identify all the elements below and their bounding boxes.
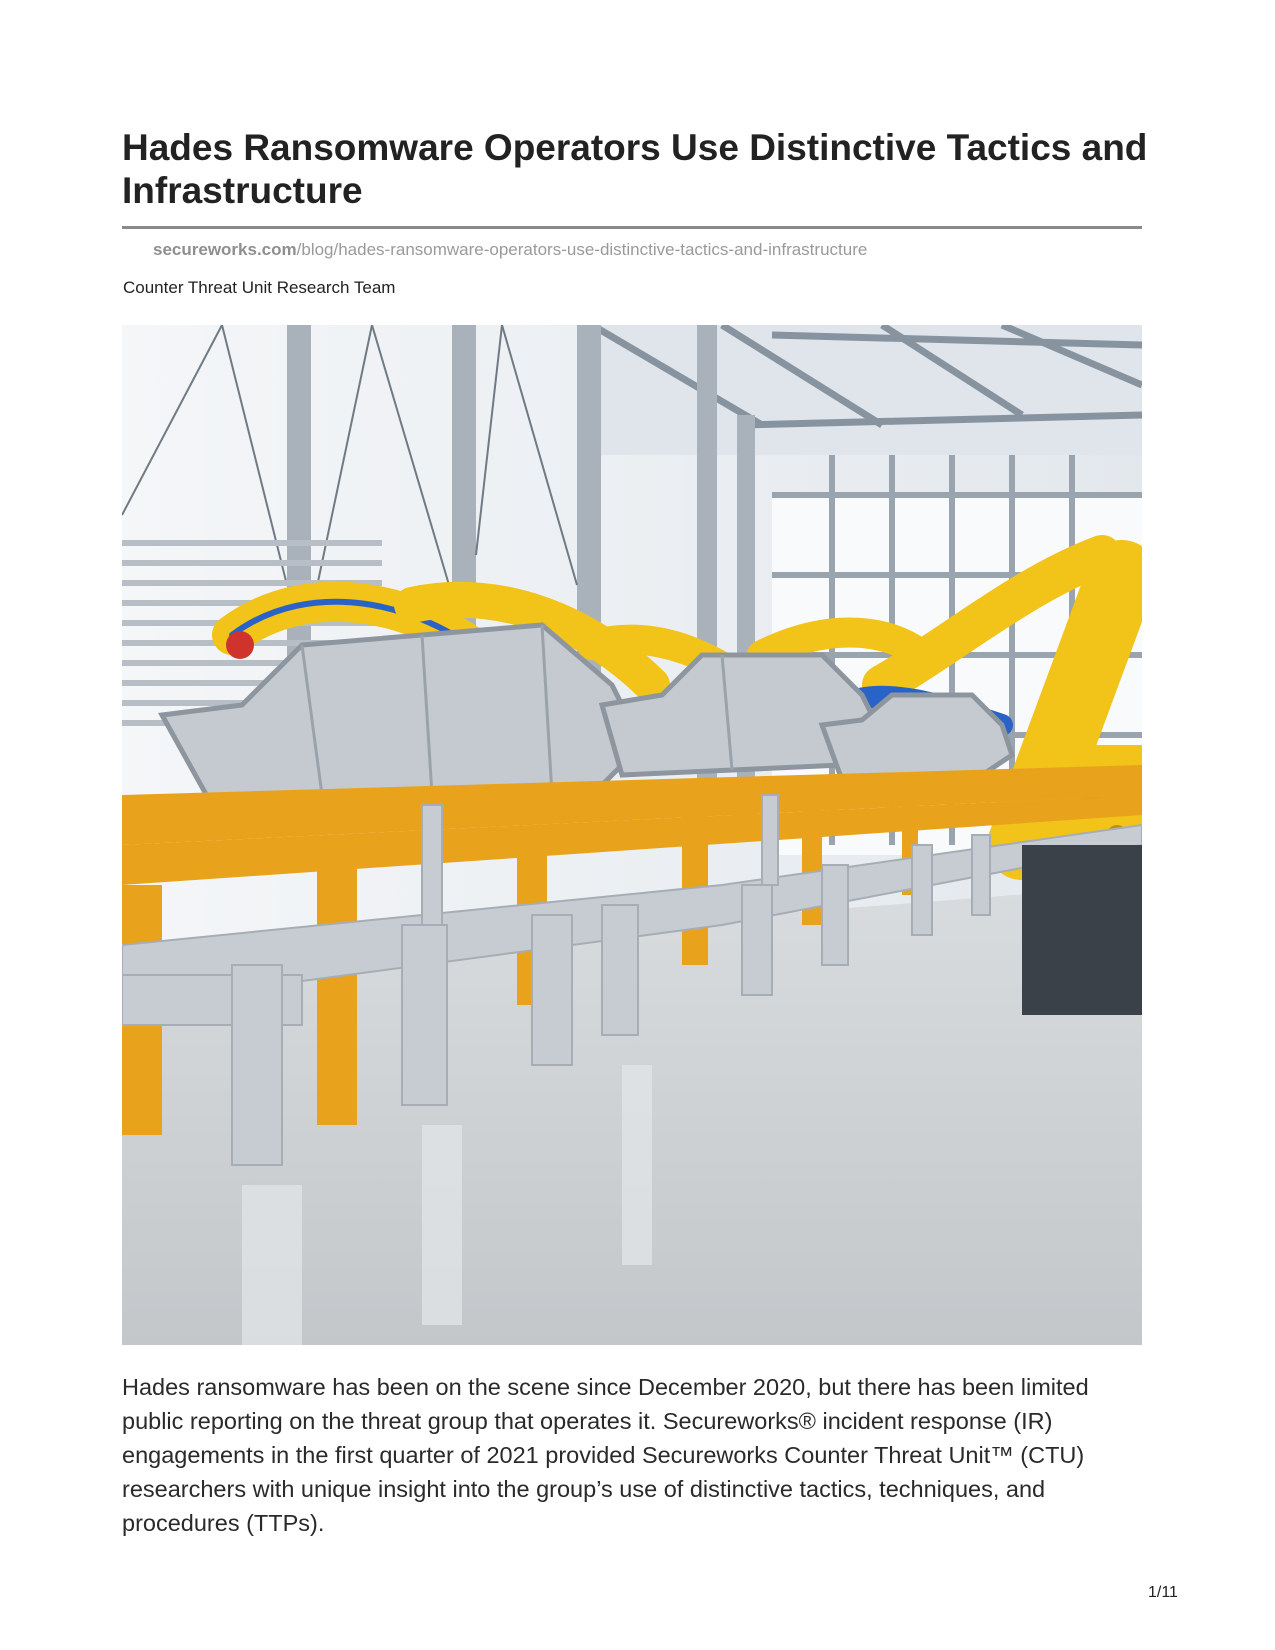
page-number: 1/11 bbox=[1148, 1584, 1178, 1601]
article-author: Counter Threat Unit Research Team bbox=[123, 278, 396, 297]
article-title: Hades Ransomware Operators Use Distinctive Tactics and Infrastructure bbox=[122, 127, 1148, 211]
source-path[interactable]: /blog/hades-ransomware-operators-use-distinctive-tactics-and-infrastructure bbox=[296, 240, 868, 259]
intro-paragraph: Hades ransomware has been on the scene since December 2020, but there has been limited public reporting on the threat group that operates it. Secureworks® incident response (IR) engagements in the first quarter of 2021 provided Secureworks Counter Threat Unit™ (CTU) researchers with unique insight into the group’s use of distinctive tactics, techniques, and procedures (TTPs). bbox=[122, 1374, 1089, 1536]
source-url[interactable] bbox=[153, 239, 867, 261]
title-divider bbox=[122, 226, 1142, 229]
hero-image bbox=[122, 325, 1142, 1345]
source-domain[interactable]: secureworks.com bbox=[153, 240, 297, 259]
